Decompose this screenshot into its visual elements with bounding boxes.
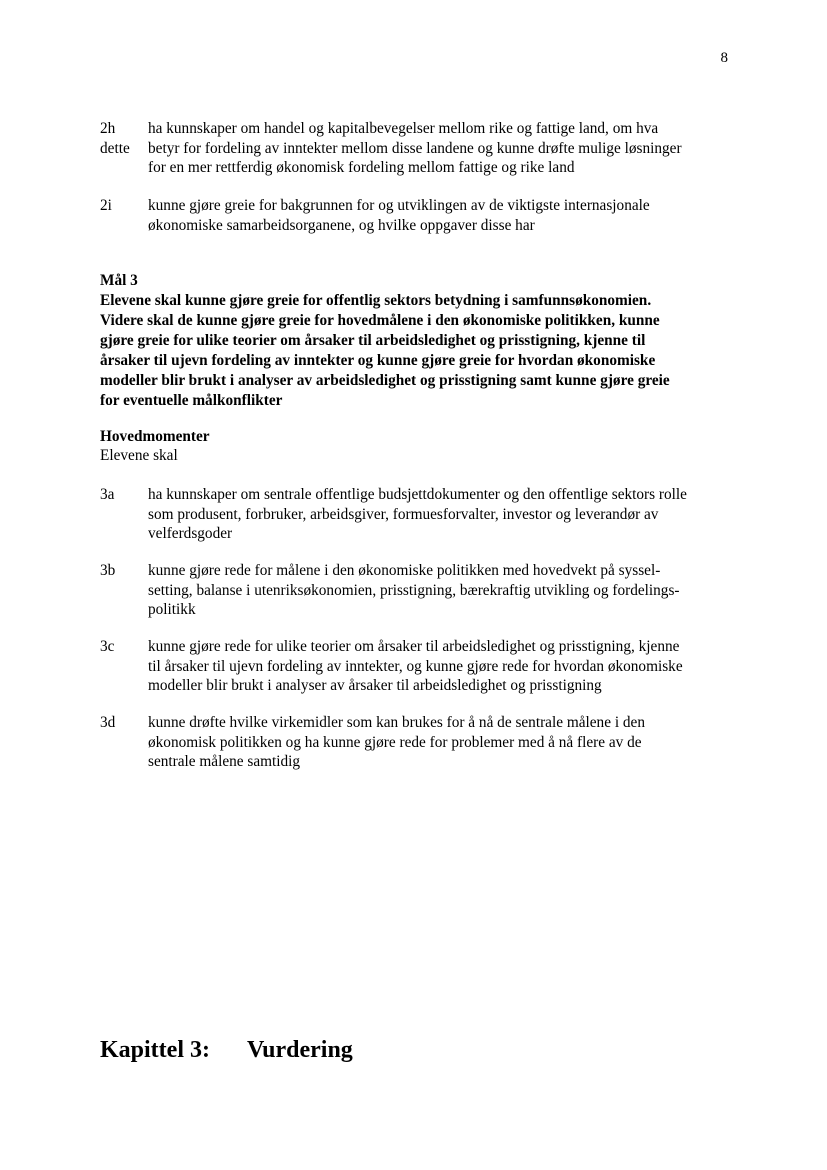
item-line: økonomisk politikken og ha kunne gjøre rede for problemer med å nå flere av de (148, 733, 642, 751)
item-line: betyr for fordeling av inntekter mellom disse landene og kunne drøfte mulige løsninger (148, 139, 682, 157)
item-line: økonomiske samarbeidsorganene, og hvilke oppgaver disse har (148, 216, 535, 234)
item-line: ha kunnskaper om handel og kapitalbevegelser mellom rike og fattige land, om hva (148, 120, 659, 137)
item-text (148, 713, 740, 772)
item-text (148, 637, 740, 696)
chapter-title: Vurdering (247, 1037, 353, 1063)
item-line: setting, balanse i utenriksøkonomien, prisstigning, bærekraftig utvikling og fordelings- (148, 581, 680, 599)
goal-line: Videre skal de kunne gjøre greie for hovedmålene i den økonomiske politikken, kunne (100, 312, 660, 329)
item-code: 3b (100, 562, 116, 579)
item-line: for en mer rettferdig økonomisk fordeling mellom fattige og rike land (148, 159, 575, 176)
list-item-3d (100, 713, 740, 772)
item-code: 2i (100, 197, 112, 214)
item-code: 2h (100, 120, 116, 137)
item-line: som produsent, forbruker, arbeidsgiver, formuesforvalter, investor og leverandør av (148, 505, 659, 523)
item-line: kunne drøfte hvilke virkemidler som kan brukes for å nå de sentrale målene i den (148, 714, 645, 731)
item-line: kunne gjøre rede for målene i den økonomiske politikken med hovedvekt på syssel- (148, 562, 661, 579)
item-line: sentrale målene samtidig (148, 753, 301, 770)
item-code: 3c (100, 638, 115, 655)
goal-line: modeller blir brukt i analyser av arbeidsledighet og prisstigning samt kunne gjøre greie (100, 372, 670, 389)
page-number: 8 (720, 50, 728, 66)
item-line: velferdsgoder (148, 525, 233, 542)
item-line: politikk (148, 601, 196, 618)
item-line: modeller blir brukt i analyser av årsaker til arbeidsledighet og prisstigning (148, 677, 602, 694)
item-code: 3d (100, 714, 116, 731)
goal-section (100, 271, 740, 411)
item-line: kunne gjøre rede for ulike teorier om årsaker til arbeidsledighet og prisstigning, kjenne (148, 638, 680, 655)
list-item-3a (100, 485, 740, 544)
goal-heading: Mål 3 (100, 272, 138, 289)
list-item-2h (100, 119, 740, 178)
list-item-2i (100, 196, 740, 235)
list-item-3c (100, 637, 740, 696)
goal-line: Elevene skal kunne gjøre greie for offentlig sektors betydning i samfunnsøkonomien. (100, 292, 652, 309)
item-text (148, 485, 740, 544)
item-code: 3a (100, 486, 115, 503)
goal-line: årsaker til ujevn fordeling av inntekter og kunne gjøre greie for hvordan økonomiske (100, 352, 656, 369)
chapter-number: Kapittel 3: (100, 1037, 210, 1063)
goal-line: gjøre greie for ulike teorier om årsaker til arbeidsledighet og prisstigning, kjenne til (100, 332, 646, 349)
item-line: ha kunnskaper om sentrale offentlige budsjettdokumenter og den offentlige sektors rolle (148, 486, 687, 503)
hovedmomenter-heading: Hovedmomenter (100, 428, 210, 445)
chapter-heading (100, 1037, 353, 1064)
item-line: kunne gjøre greie for bakgrunnen for og utviklingen av de viktigste internasjonale (148, 197, 650, 214)
item-code-extra: dette (100, 139, 130, 157)
hovedmomenter-intro: Elevene skal (100, 447, 178, 464)
item-line: til årsaker til ujevn fordeling av inntekter, og kunne gjøre rede for hvordan økonomiske (148, 657, 683, 675)
item-text (148, 561, 740, 620)
list-item-3b (100, 561, 740, 620)
item-text (148, 119, 740, 178)
hovedmomenter-section (100, 427, 740, 465)
item-text (148, 196, 740, 235)
goal-line: for eventuelle målkonflikter (100, 392, 283, 409)
